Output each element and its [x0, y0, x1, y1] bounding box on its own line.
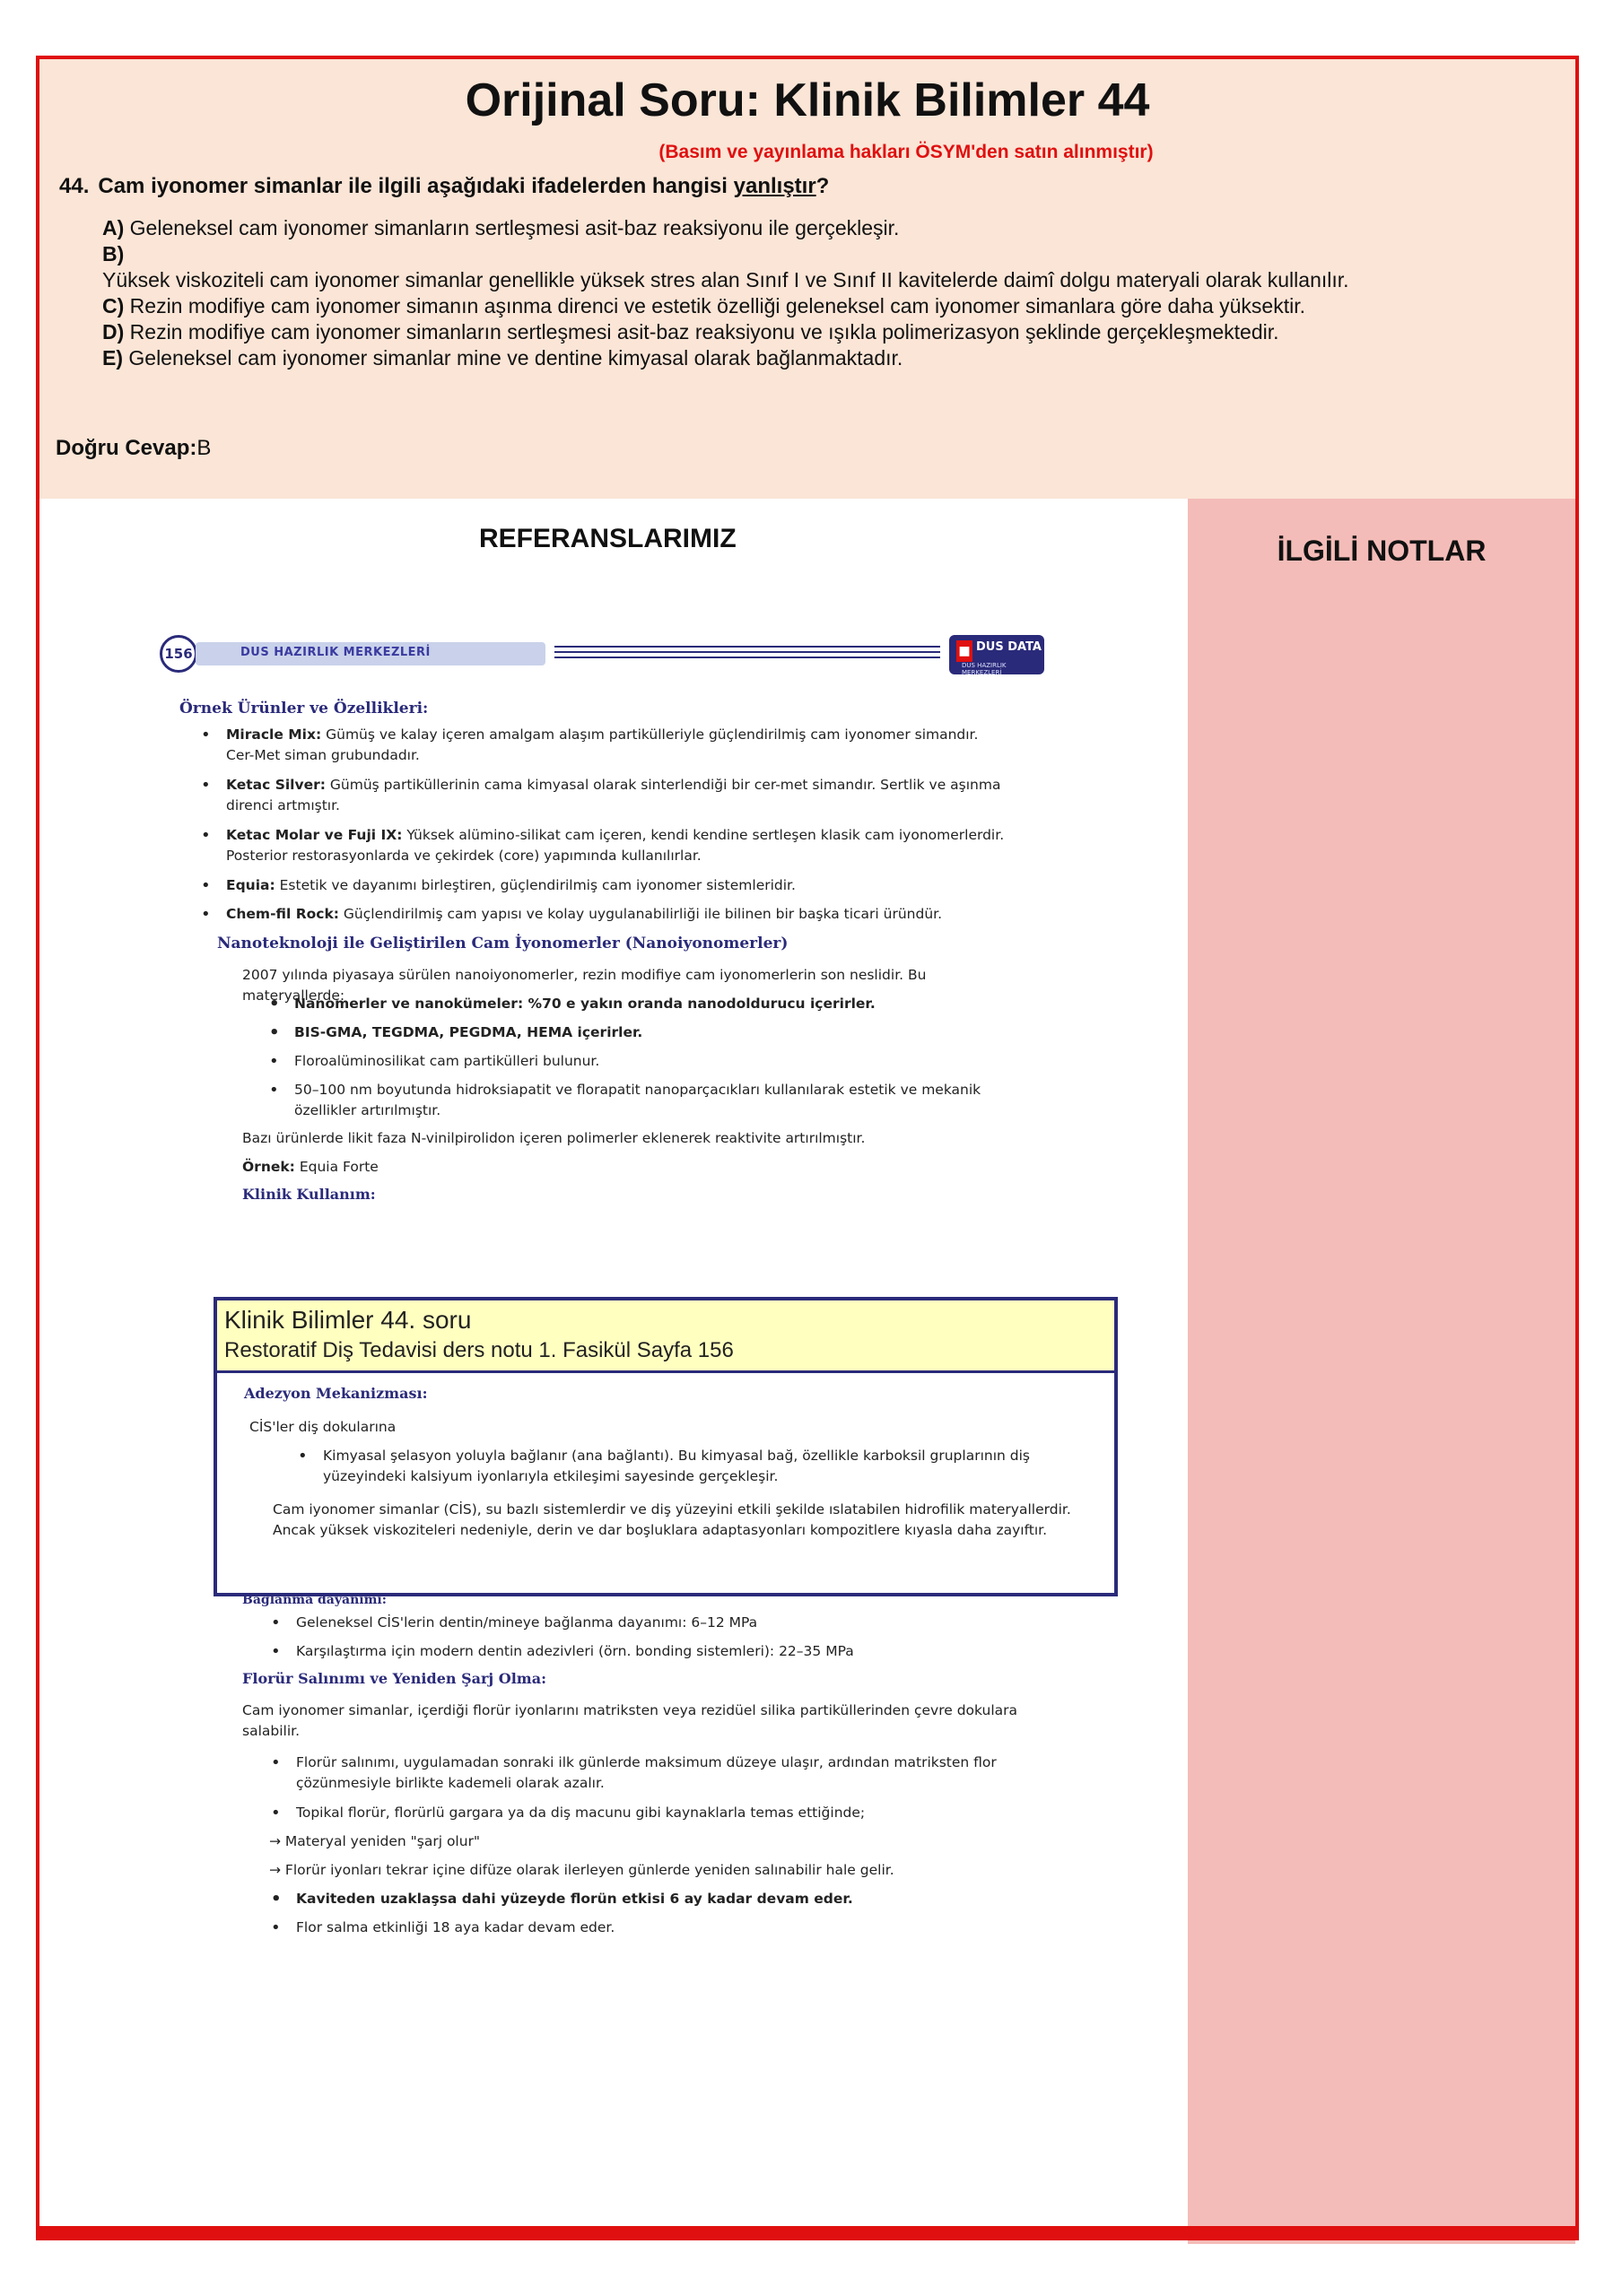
list-item: [226, 875, 1007, 896]
option-key: A): [102, 216, 125, 239]
option-text: Rezin modifiye cam iyonomer simanların sertleşmesi asit-baz reaksiyonu ve ışıkla polimerizasyon şeklinde gerçekleşmektedir.: [129, 320, 1279, 344]
header-rule: [554, 646, 940, 648]
notes-panel: [1188, 499, 1575, 2244]
page-title: Orijinal Soru: Klinik Bilimler 44: [465, 74, 1150, 126]
dusdata-logo: [949, 635, 1044, 674]
question-stem: [59, 174, 829, 199]
section-heading: Örnek Ürünler ve Özellikleri:: [179, 700, 429, 718]
list-item: • Flor salma etkinliği 18 aya kadar devam eder.: [296, 1918, 1032, 1938]
list-item: • Nanomerler ve nanokümeler: %70 e yakın oranda nanodoldurucu içerirler.: [294, 994, 1030, 1014]
reference-callout: [214, 1297, 1118, 1596]
option-text: Geleneksel cam iyonomer simanlar mine ve dentine kimyasal olarak bağlanmaktadır.: [128, 346, 903, 370]
question-number: 44.: [59, 174, 90, 198]
question-mark: ?: [815, 174, 830, 198]
paragraph: → Florür iyonları tekrar içine difüze olarak ilerleyen günlerde yeniden salınabilir hale gelir.: [269, 1862, 894, 1878]
item-text: Gümüş partiküllerinin cama kimyasal olarak sinterlendiği bir cer-met simandır. Sertlik ve aşınma direnci artmıştır.: [226, 777, 1001, 813]
option-a: [102, 215, 1538, 241]
answer-value: B: [196, 436, 212, 460]
item-text: Gümüş ve kalay içeren amalgam alaşım partikülleriyle güçlendirilmiş cam iyonomer simandır. Cer-Met siman grubundadır.: [226, 726, 979, 763]
item-key: Equia:: [226, 877, 275, 893]
bottom-bar: [36, 2226, 1579, 2240]
option-d: [102, 319, 1538, 345]
list-item: • Kimyasal şelasyon yoluyla bağlanır (ana bağlantı). Bu kimyasal bağ, özellikle karboksil gruplarının diş yüzeyindeki kalsiyum iyonlarıyla etkileşimi sayesinde gerçekleşir.: [323, 1446, 1086, 1487]
paragraph: Cam iyonomer simanlar (CİS), su bazlı sistemlerdir ve diş yüzeyini etkili şekilde ıslatabilen hidrofilik materyallerdir. Ancak yüksek viskoziteleri nedeniyle, derin ve dar boşluklara adaptasyonları kompozitlere kıyasla daha zayıftır.: [273, 1501, 1071, 1538]
section-heading: Bağlanma dayanımı:: [242, 1593, 387, 1607]
callout-title: Klinik Bilimler 44. soru: [224, 1306, 472, 1334]
page-number: 156: [160, 635, 197, 673]
option-text: Yüksek viskoziteli cam iyonomer simanlar genellikle yüksek stres alan Sınıf I ve Sınıf II kavitelerde daimî dolgu materyali olarak kullanılır.: [102, 268, 1349, 291]
paragraph: 2007 yılında piyasaya sürülen nanoiyonomerler, rezin modifiye cam iyonomerlerin son neslidir. Bu materyallerde:: [242, 967, 927, 1004]
callout-subtitle: Restoratif Diş Tedavisi ders notu 1. Fasikül Sayfa 156: [224, 1338, 734, 1362]
paragraph: CİS'ler diş dokularına: [249, 1419, 397, 1435]
example-value: Equia Forte: [299, 1159, 379, 1175]
example-line: [242, 1157, 379, 1178]
section-heading: Nanoteknoloji ile Geliştirilen Cam İyonomerler (Nanoiyonomerler): [217, 935, 789, 952]
item-text: Estetik ve dayanımı birleştiren, güçlendirilmiş cam iyonomer sistemleridir.: [279, 877, 796, 893]
option-key: E): [102, 346, 123, 370]
list-item: [226, 775, 1007, 816]
section-heading: Adezyon Mekanizması:: [244, 1385, 428, 1402]
item-text: Yüksek alümino-silikat cam içeren, kendi kendine sertleşen klasik cam iyonomerlerdir. Posterior restorasyonlarda ve çekirdek (core) yapımında kullanılırlar.: [226, 827, 1005, 864]
list-item: [226, 904, 1007, 925]
option-key: D): [102, 320, 125, 344]
item-key: Miracle Mix:: [226, 726, 322, 743]
header-rule: [554, 651, 940, 653]
correct-answer: [56, 436, 211, 461]
item-key: Ketac Molar ve Fuji IX:: [226, 827, 403, 843]
logo-subtext: DUS HAZIRLIK MERKEZLERİ: [962, 662, 1007, 676]
textbook-page: [117, 619, 1086, 1964]
item-key: Ketac Silver:: [226, 777, 326, 793]
question-panel: [39, 59, 1575, 499]
example-key: Örnek:: [242, 1159, 295, 1175]
list-item: • BIS-GMA, TEGDMA, PEGDMA, HEMA içerirler.: [294, 1022, 1030, 1043]
notes-title: İLGİLİ NOTLAR: [1277, 535, 1487, 567]
copyright-note: (Basım ve yayınlama hakları ÖSYM'den satın alınmıştır): [658, 142, 1154, 162]
option-b: [102, 241, 1538, 293]
header-label: DUS HAZIRLIK MERKEZLERİ: [240, 646, 431, 659]
item-key: Chem-fil Rock:: [226, 906, 339, 922]
section-heading: Florür Salınımı ve Yeniden Şarj Olma:: [242, 1670, 547, 1687]
book-header: [160, 635, 1066, 676]
paragraph: Bazı ürünlerde likit faza N-vinilpirolidon içeren polimerler eklenerek reaktivite artırılmıştır.: [242, 1130, 866, 1146]
list-item: • 50–100 nm boyutunda hidroksiapatit ve florapatit nanoparçacıkları kullanılarak estetik ve mekanik özellikler artırılmıştır.: [294, 1080, 1030, 1121]
item-text: Güçlendirilmiş cam yapısı ve kolay uygulanabilirliği ile bilinen bir başka ticari üründür.: [343, 906, 943, 922]
paragraph: Cam iyonomer simanlar, içerdiği florür iyonlarını matriksten veya rezidüel silika partiküllerinden çevre dokulara salabilir.: [242, 1702, 1018, 1739]
references-title: REFERANSLARIMIZ: [479, 524, 737, 553]
answer-options: [102, 215, 1538, 371]
list-item: [226, 825, 1007, 866]
list-item: • Karşılaştırma için modern dentin adezivleri (örn. bonding sistemleri): 22–35 MPa: [296, 1641, 1032, 1662]
tooth-icon: ■: [956, 640, 972, 662]
logo-text: DUS DATA: [976, 640, 1042, 654]
answer-label: Doğru Cevap:: [56, 436, 197, 460]
header-rule: [554, 657, 940, 658]
question-text: Cam iyonomer simanlar ile ilgili aşağıdaki ifadelerden hangisi: [98, 174, 728, 198]
list-item: • Geleneksel CİS'lerin dentin/mineye bağlanma dayanımı: 6–12 MPa: [296, 1613, 1032, 1633]
list-item: • Floroalüminosilikat cam partikülleri bulunur.: [294, 1051, 1030, 1072]
list-item: • Topikal florür, florürlü gargara ya da diş macunu gibi kaynaklarla temas ettiğinde;: [296, 1803, 1032, 1823]
paragraph: → Materyal yeniden "şarj olur": [269, 1833, 481, 1849]
callout-header: [217, 1300, 1114, 1373]
option-key: B): [102, 242, 125, 265]
option-e: [102, 345, 1538, 371]
option-key: C): [102, 294, 125, 317]
option-text: Geleneksel cam iyonomer simanların sertleşmesi asit-baz reaksiyonu ile gerçekleşir.: [129, 216, 900, 239]
section-heading: Klinik Kullanım:: [242, 1186, 376, 1203]
question-keyword: yanlıştır: [733, 174, 816, 198]
list-item: • Kaviteden uzaklaşsa dahi yüzeyde florün etkisi 6 ay kadar devam eder.: [296, 1889, 1032, 1909]
option-c: [102, 293, 1538, 319]
list-item: [226, 725, 1007, 766]
option-text: Rezin modifiye cam iyonomer simanın aşınma direnci ve estetik özelliği geleneksel cam iyonomer simanlara göre daha yüksektir.: [129, 294, 1305, 317]
list-item: • Florür salınımı, uygulamadan sonraki ilk günlerde maksimum düzeye ulaşır, ardından matriksten flor çözünmesiyle birlikte kademeli olarak azalır.: [296, 1752, 1032, 1794]
